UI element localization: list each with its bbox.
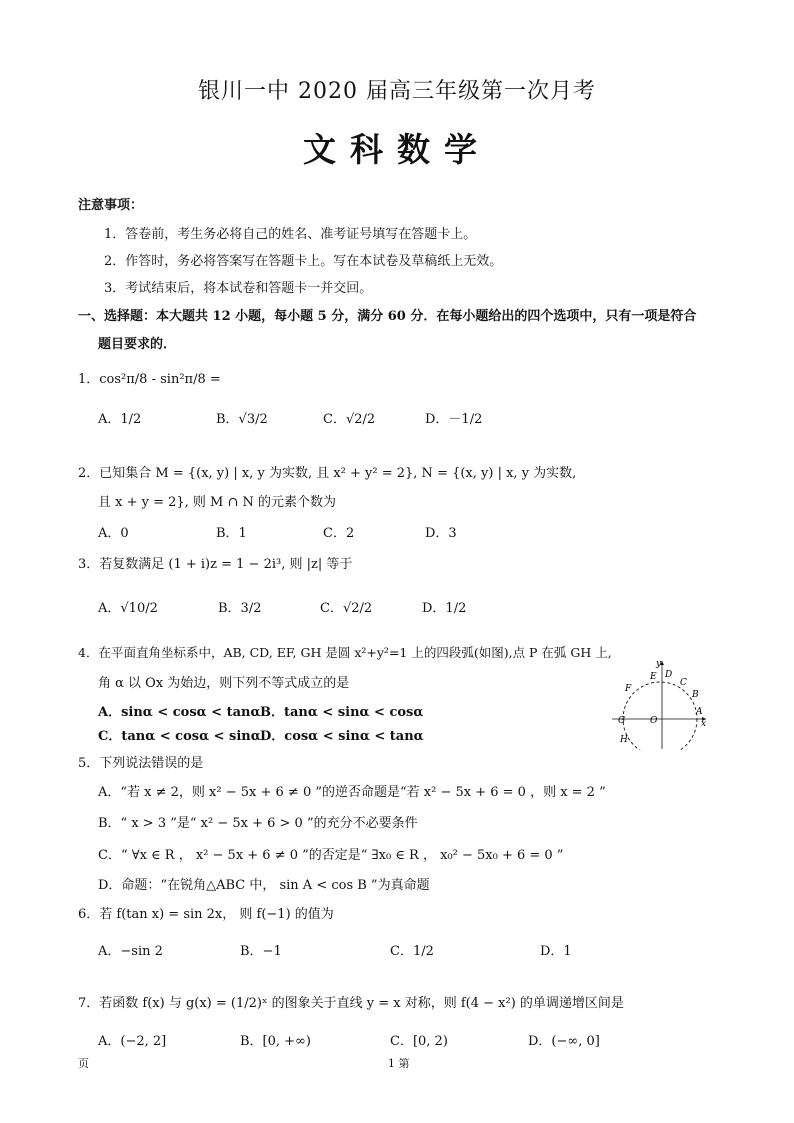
q5-option-d: D．命题：“在锐角△ABC 中， sin A < cos B ”为真命题	[98, 878, 430, 893]
q6-option-a: A．−sin 2	[98, 944, 163, 959]
question-7-stem: 7．若函数 f(x) 与 g(x) = (1/2)ˣ 的图象关于直线 y = x 对称，则 f(4 − x²) 的单调递增区间是	[78, 996, 624, 1011]
question-6-stem: 6．若 f(tan x) = sin 2x， 则 f(−1) 的值为	[78, 907, 334, 922]
q7-option-d: D．(−∞, 0]	[528, 1034, 600, 1049]
label-c: C	[680, 678, 687, 688]
q5-option-b: B．“ x > 3 ”是“ x² − 5x + 6 > 0 ”的充分不必要条件	[98, 816, 418, 831]
label-g: G	[618, 716, 626, 726]
q4-option-b: B．tanα < sinα < cosα	[260, 705, 424, 720]
unit-circle	[623, 682, 697, 750]
label-a: A	[696, 707, 703, 717]
q2-option-b: B．1	[216, 526, 247, 541]
label-o: O	[650, 716, 658, 726]
label-y: y	[656, 659, 662, 669]
exam-title: 银川一中 2020 届高三年级第一次月考	[198, 79, 596, 104]
q6-option-c: C．1/2	[390, 944, 434, 959]
q4-option-d: D．cosα < sinα < tanα	[260, 729, 424, 744]
q3-option-a: A．√10/2	[98, 601, 158, 616]
question-5-stem: 5．下列说法错误的是	[78, 756, 204, 771]
notice-item-3: 3．考试结束后，将本试卷和答题卡一并交回。	[104, 281, 373, 296]
question-2-line1: 2．已知集合 M = {(x, y) | x, y 为实数, 且 x² + y² = 2}, N = {(x, y) | x, y 为实数,	[78, 466, 577, 481]
question-4-line1: 4．在平面直角坐标系中，AB, CD, EF, GH 是圆 x²+y²=1 上的四段弧(如图),点 P 在弧 GH 上,	[78, 645, 612, 660]
q3-option-d: D．1/2	[422, 601, 467, 616]
label-d: D	[665, 670, 673, 680]
label-f: F	[625, 684, 632, 694]
notice-item-2: 2．作答时，务必将答案写在答题卡上。写在本试卷及草稿纸上无效。	[104, 254, 503, 269]
question-4-line2: 角 α 以 Ox 为始边，则下列不等式成立的是	[98, 676, 350, 691]
footer-page-number: 1 第	[388, 1057, 410, 1070]
label-x: x	[701, 719, 707, 729]
question-2-line2: 且 x + y = 2}, 则 M ∩ N 的元素个数为	[98, 495, 337, 510]
question-1-stem: 1．cos²π/8 - sin²π/8 =	[78, 372, 221, 387]
q7-option-a: A．(−2, 2]	[98, 1034, 167, 1049]
q2-option-d: D．3	[425, 526, 457, 541]
section-heading-line1: 一、选择题：本大题共 12 小题，每小题 5 分，满分 60 分．在每小题给出的四个选项中，只有一项是符合	[78, 309, 697, 324]
question-3-stem: 3．若复数满足 (1 + i)z = 1 − 2i³, 则 |z| 等于	[78, 557, 353, 572]
unit-circle-figure	[610, 655, 710, 750]
q7-option-b: B．[0, +∞)	[240, 1034, 311, 1049]
q3-option-c: C．√2/2	[320, 601, 373, 616]
q1-option-b: B．√3/2	[216, 412, 268, 427]
q1-option-c: C．√2/2	[323, 412, 376, 427]
label-e: E	[650, 672, 657, 682]
label-h: H	[620, 735, 628, 745]
section-heading-line2: 题目要求的．	[98, 337, 177, 352]
q3-option-b: B．3/2	[218, 601, 262, 616]
q5-option-c: C．“ ∀x ∈ R ， x² − 5x + 6 ≠ 0 ”的否定是“ ∃x₀ ∈ R ， x₀² − 5x₀ + 6 = 0 ”	[98, 848, 564, 863]
notice-item-1: 1．答卷前，考生务必将自己的姓名、准考证号填写在答题卡上。	[104, 227, 477, 242]
q5-option-a: A．“若 x ≠ 2，则 x² − 5x + 6 ≠ 0 ”的逆否命题是“若 x² − 5x + 6 = 0 ，则 x = 2 ”	[98, 785, 606, 800]
q2-option-a: A．0	[98, 526, 129, 541]
q1-option-d: D．－1/2	[425, 412, 483, 427]
q2-option-c: C．2	[323, 526, 355, 541]
q6-option-b: B．−1	[240, 944, 282, 959]
notice-heading: 注意事项：	[78, 198, 144, 213]
q4-option-c: C．tanα < cosα < sinα	[98, 729, 261, 744]
q4-option-a: A．sinα < cosα < tanα	[98, 705, 261, 720]
q6-option-d: D．1	[540, 944, 572, 959]
footer-left: 页	[78, 1057, 89, 1070]
q7-option-c: C．[0, 2)	[390, 1034, 448, 1049]
q1-option-a: A．1/2	[98, 412, 142, 427]
label-b: B	[692, 690, 699, 700]
exam-subject: 文科数学	[303, 130, 491, 169]
